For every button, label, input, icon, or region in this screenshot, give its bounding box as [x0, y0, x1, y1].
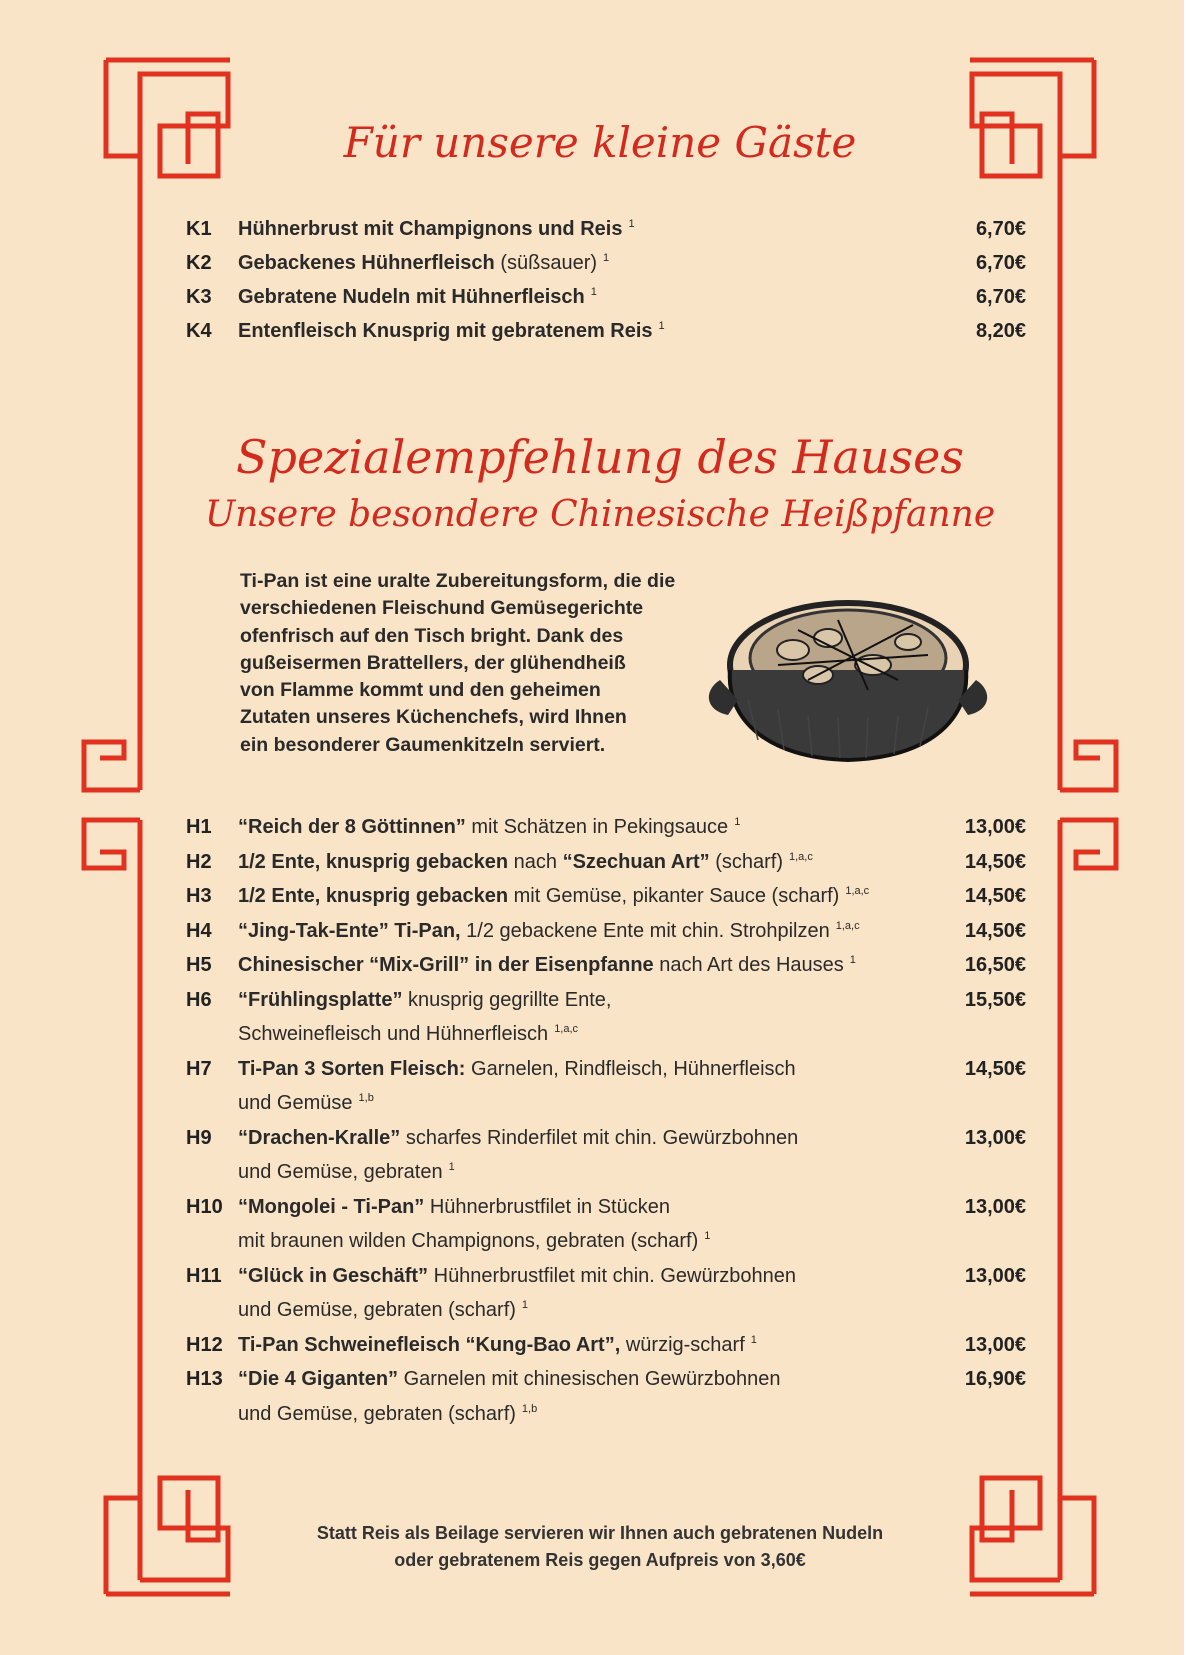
allergen-note: 1	[521, 1299, 529, 1312]
allergen-note: 1,a,c	[554, 1023, 579, 1036]
item-code: K1	[186, 218, 212, 240]
kids-section-title: Für unsere kleine Gäste	[343, 118, 857, 167]
intro-line: ofenfrisch auf den Tisch bright. Dank des	[240, 624, 624, 647]
item-description-suffix: (scharf)	[709, 850, 783, 873]
item-description: Hühnerbrustfilet in Stücken	[424, 1195, 670, 1218]
special-section-title: Spezialempfehlung des Hauses	[236, 430, 964, 484]
item-description-line2: und Gemüse, gebraten	[238, 1161, 443, 1183]
item-description: Hühnerbrustfilet mit chin. Gewürzbohnen	[428, 1264, 797, 1287]
menu-item	[186, 1121, 1026, 1190]
menu-item	[186, 280, 1026, 314]
item-code: K4	[186, 320, 212, 342]
intro-line: verschiedenen Fleischund Gemüsegerichte	[240, 597, 644, 620]
item-name: 1/2 Ente, knusprig gebacken	[238, 850, 509, 873]
item-description-line2: Schweinefleisch und Hühnerfleisch	[238, 1023, 549, 1045]
item-name: Entenfleisch Knusprig mit gebratenem Reis	[238, 320, 653, 342]
item-code: H6	[186, 988, 212, 1011]
allergen-note: 1	[734, 816, 741, 829]
intro-line: gußeisermen Brattellers, der glühendheiß	[240, 651, 626, 674]
item-description: mit Schätzen in Pekingsauce	[465, 816, 729, 838]
item-price: 6,70€	[975, 218, 1026, 240]
menu-item	[186, 1362, 1026, 1431]
item-price: 13,00€	[964, 1195, 1026, 1218]
item-code: H4	[186, 919, 212, 942]
item-description: nach Art des Hauses	[653, 954, 844, 976]
item-price: 16,90€	[964, 1368, 1026, 1390]
item-name: Ti-Pan 3 Sorten Fleisch:	[238, 1057, 466, 1080]
menu-item	[186, 1328, 1026, 1363]
menu-item	[186, 212, 1026, 246]
menu-item	[186, 810, 1026, 845]
allergen-note: 1,b	[358, 1092, 374, 1105]
item-description: nach	[508, 850, 563, 873]
item-name-style: “Szechuan Art”	[562, 850, 710, 873]
allergen-note: 1,a,c	[845, 885, 870, 898]
menu-item	[186, 845, 1026, 880]
menu-item	[186, 1190, 1026, 1259]
item-code: H9	[186, 1126, 212, 1149]
kids-menu-list	[186, 212, 1026, 348]
menu-item	[186, 314, 1026, 348]
item-price: 14,50€	[964, 885, 1026, 907]
allergen-note: 1	[750, 1333, 757, 1346]
allergen-note: 1	[658, 320, 665, 333]
allergen-note: 1	[849, 954, 856, 967]
item-price: 13,00€	[964, 1264, 1026, 1287]
item-name: “Drachen-Kralle”	[238, 1126, 401, 1149]
item-description: knusprig gegrillte Ente,	[402, 988, 612, 1011]
item-code: H1	[186, 816, 212, 838]
item-description-line2: mit braunen wilden Champignons, gebraten (scharf)	[238, 1230, 699, 1252]
item-name: 1/2 Ente, knusprig gebacken	[238, 885, 509, 907]
allergen-note: 1	[448, 1161, 455, 1174]
menu-item	[186, 948, 1026, 983]
menu-item	[186, 879, 1026, 914]
intro-line: Zutaten unseres Küchenchefs, wird Ihnen	[240, 706, 627, 729]
item-price: 6,70€	[975, 286, 1026, 308]
side-dish-footnote	[240, 1520, 960, 1574]
menu-item	[186, 1052, 1026, 1121]
allergen-note: 1	[603, 252, 610, 265]
item-name: Chinesischer “Mix-Grill” in der Eisenpfanne	[238, 954, 654, 976]
item-description: würzig-scharf	[620, 1333, 745, 1356]
menu-item	[186, 1259, 1026, 1328]
item-price: 8,20€	[975, 320, 1026, 342]
menu-item	[186, 246, 1026, 280]
item-price: 13,00€	[964, 1333, 1026, 1356]
item-description-line2: und Gemüse, gebraten (scharf)	[238, 1299, 516, 1321]
intro-line: Ti-Pan ist eine uralte Zubereitungsform, die die	[240, 570, 676, 592]
item-name: Ti-Pan Schweinefleisch “Kung-Bao Art”,	[238, 1333, 621, 1356]
special-section-subtitle: Unsere besondere Chinesische Heißpfanne	[204, 494, 996, 535]
item-price: 13,00€	[964, 1126, 1026, 1149]
item-price: 13,00€	[964, 816, 1026, 838]
item-description: scharfes Rinderfilet mit chin. Gewürzbohnen	[400, 1126, 799, 1149]
item-name: “Frühlingsplatte”	[238, 988, 403, 1011]
allergen-note: 1	[628, 218, 635, 231]
item-price: 14,50€	[964, 1057, 1026, 1080]
item-name: Hühnerbrust mit Champignons und Reis	[238, 218, 623, 240]
allergen-note: 1,b	[521, 1402, 538, 1415]
allergen-note: 1,a,c	[788, 850, 813, 863]
item-description: (süßsauer)	[494, 252, 598, 274]
item-name: “Reich der 8 Göttinnen”	[238, 816, 466, 838]
item-description: mit Gemüse, pikanter Sauce (scharf)	[508, 885, 840, 907]
allergen-note: 1	[704, 1230, 711, 1243]
item-name: “Glück in Geschäft”	[238, 1264, 429, 1287]
item-description: Garnelen, Rindfleisch, Hühnerfleisch	[465, 1057, 796, 1080]
item-code: H11	[186, 1264, 222, 1287]
hot-pot-illustration	[698, 570, 998, 770]
intro-line: von Flamme kommt und den geheimen	[240, 679, 601, 702]
intro-line: ein besonderer Gaumenkitzeln serviert.	[240, 733, 606, 756]
house-special-menu-list	[186, 810, 1026, 1431]
item-code: H13	[186, 1368, 223, 1390]
ti-pan-intro-text	[240, 568, 720, 759]
item-code: H3	[186, 885, 212, 907]
menu-item	[186, 983, 1026, 1052]
item-price: 15,50€	[964, 988, 1026, 1011]
item-code: H5	[186, 954, 212, 976]
item-price: 16,50€	[964, 954, 1026, 976]
item-description-line2: und Gemüse	[238, 1092, 353, 1114]
item-code: H7	[186, 1057, 212, 1080]
item-name: Gebackenes Hühnerfleisch	[238, 252, 495, 274]
item-price: 14,50€	[964, 919, 1026, 942]
item-code: H12	[186, 1333, 223, 1356]
item-description-line2: und Gemüse, gebraten (scharf)	[238, 1402, 516, 1425]
item-name: “Die 4 Giganten”	[238, 1368, 399, 1390]
item-price: 6,70€	[975, 252, 1026, 274]
item-name: “Jing-Tak-Ente” Ti-Pan,	[238, 919, 461, 942]
item-code: K3	[186, 286, 212, 308]
item-code: K2	[186, 252, 212, 274]
footer-line: Statt Reis als Beilage servieren wir Ihnen auch gebratenen Nudeln	[316, 1523, 884, 1543]
allergen-note: 1	[590, 286, 597, 299]
item-code: H2	[186, 850, 212, 873]
item-description: 1/2 gebackene Ente mit chin. Strohpilzen	[460, 919, 830, 942]
footer-line: oder gebratenem Reis gegen Aufpreis von 3,60€	[394, 1550, 806, 1570]
allergen-note: 1,a,c	[835, 919, 860, 932]
item-name: Gebratene Nudeln mit Hühnerfleisch	[238, 286, 585, 308]
menu-item	[186, 914, 1026, 949]
item-description: Garnelen mit chinesischen Gewürzbohnen	[398, 1368, 781, 1390]
item-price: 14,50€	[964, 850, 1026, 873]
item-code: H10	[186, 1195, 223, 1218]
item-name: “Mongolei - Ti-Pan”	[238, 1195, 425, 1218]
